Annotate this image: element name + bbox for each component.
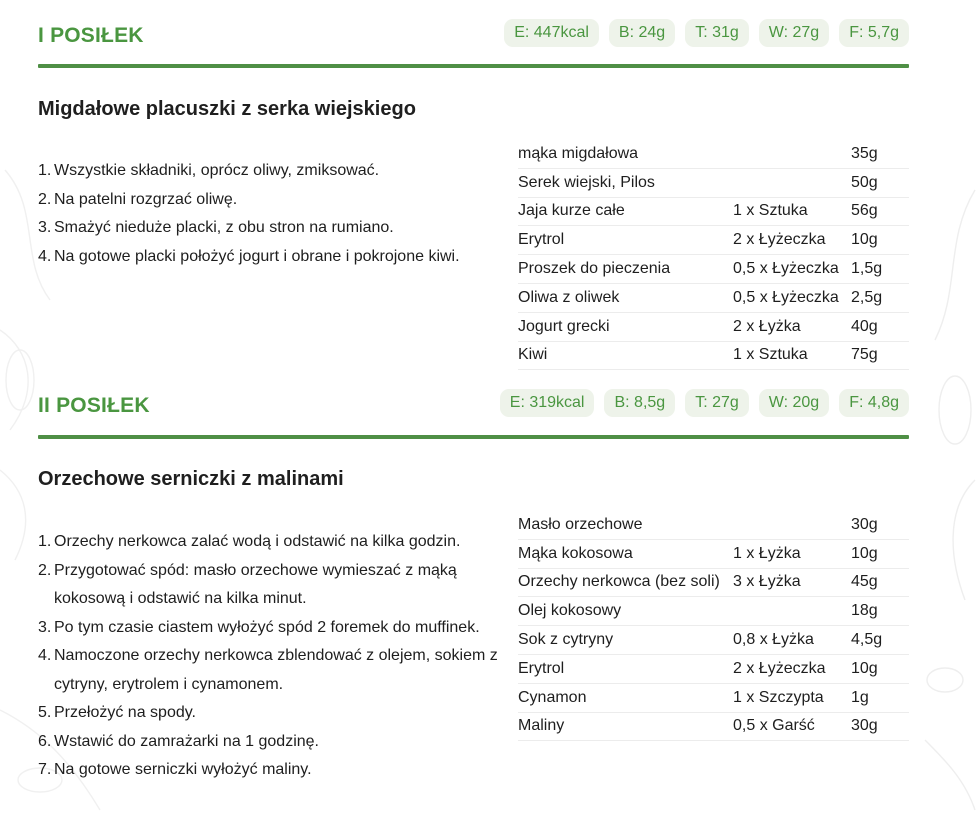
ingredient-name: Oliwa z oliwek (518, 283, 733, 312)
step-number: 2. (38, 190, 52, 208)
step-number: 3. (38, 618, 52, 636)
ingredient-row (518, 511, 909, 539)
ingredient-amount: 4,5g (851, 626, 909, 655)
section-divider (38, 64, 909, 68)
ingredient-name: Serek wiejski, Pilos (518, 168, 733, 197)
ingredient-amount: 2,5g (851, 283, 909, 312)
ingredient-quantity (733, 168, 851, 197)
ingredient-name: Olej kokosowy (518, 597, 733, 626)
ingredients-table (518, 511, 909, 741)
ingredient-row (518, 312, 909, 341)
step-text: Orzechy nerkowca zalać wodą i odstawić na kilka godzin. (54, 533, 461, 550)
step-number: 4. (38, 247, 52, 265)
macro-badges (500, 389, 909, 417)
ingredient-row (518, 712, 909, 741)
step-item (38, 728, 508, 757)
fiber-badge: F: 4,8g (839, 389, 909, 417)
step-text: Smażyć nieduże placki, z obu stron na rumiano. (54, 219, 394, 236)
ingredient-name: Proszek do pieczenia (518, 255, 733, 284)
step-text: Namoczone orzechy nerkowca zblendować z olejem, sokiem z cytryny, erytrolem i cynamonem. (54, 647, 498, 693)
ingredient-amount: 45g (851, 568, 909, 597)
ingredient-row (518, 568, 909, 597)
ingredient-quantity: 0,5 x Łyżeczka (733, 255, 851, 284)
step-number: 7. (38, 761, 52, 778)
fat-badge: T: 31g (685, 19, 749, 47)
energy-badge: E: 447kcal (504, 19, 599, 47)
step-item (38, 756, 508, 785)
macro-badges (504, 19, 909, 47)
protein-badge: B: 24g (609, 19, 675, 47)
step-text: Na gotowe serniczki wyłożyć maliny. (54, 761, 312, 778)
meal-section-2 (38, 389, 909, 778)
step-item (38, 642, 508, 699)
step-item (38, 557, 508, 614)
meal-section-1 (38, 19, 909, 364)
protein-badge: B: 8,5g (604, 389, 675, 417)
ingredient-quantity: 1 x Szczypta (733, 683, 851, 712)
ingredient-amount: 56g (851, 197, 909, 226)
fiber-badge: F: 5,7g (839, 19, 909, 47)
ingredient-row (518, 226, 909, 255)
ingredient-quantity: 2 x Łyżeczka (733, 226, 851, 255)
meal-title: I POSIŁEK (38, 24, 144, 47)
ingredient-name: Kiwi (518, 341, 733, 370)
ingredient-amount: 40g (851, 312, 909, 341)
ingredient-row (518, 597, 909, 626)
step-item (38, 157, 508, 186)
ingredient-quantity: 2 x Łyżka (733, 312, 851, 341)
step-item (38, 214, 508, 243)
ingredient-name: Masło orzechowe (518, 511, 733, 539)
ingredient-name: Maliny (518, 712, 733, 741)
ingredient-quantity: 1 x Sztuka (733, 341, 851, 370)
ingredient-name: Erytrol (518, 226, 733, 255)
step-item (38, 186, 508, 215)
ingredient-quantity: 2 x Łyżeczka (733, 654, 851, 683)
ingredient-quantity: 0,5 x Garść (733, 712, 851, 741)
step-text: Przygotować spód: masło orzechowe wymieszać z mąką kokosową i odstawić na kilka minut. (54, 561, 457, 607)
step-text: Na patelni rozgrzać oliwę. (54, 190, 238, 208)
ingredients-table (518, 140, 909, 370)
ingredient-quantity (733, 597, 851, 626)
step-number: 6. (38, 732, 52, 750)
recipe-title: Migdałowe placuszki z serka wiejskiego (38, 98, 416, 120)
step-item (38, 699, 508, 728)
ingredient-row (518, 626, 909, 655)
ingredient-row (518, 168, 909, 197)
ingredient-quantity (733, 511, 851, 539)
ingredient-name: Jogurt grecki (518, 312, 733, 341)
step-number: 4. (38, 647, 52, 664)
step-text: Przełożyć na spody. (54, 704, 196, 721)
step-number: 2. (38, 561, 52, 579)
step-number: 5. (38, 704, 52, 721)
ingredient-row (518, 341, 909, 370)
ingredient-row (518, 197, 909, 226)
ingredient-row (518, 255, 909, 284)
step-number: 3. (38, 219, 52, 236)
ingredient-name: mąka migdałowa (518, 140, 733, 168)
ingredient-amount: 10g (851, 539, 909, 568)
fat-badge: T: 27g (685, 389, 749, 417)
ingredient-amount: 18g (851, 597, 909, 626)
section-divider (38, 435, 909, 439)
ingredient-name: Mąka kokosowa (518, 539, 733, 568)
ingredient-name: Erytrol (518, 654, 733, 683)
step-text: Wstawić do zamrażarki na 1 godzinę. (54, 732, 319, 750)
meal-header (38, 19, 909, 59)
ingredient-row (518, 140, 909, 168)
ingredient-amount: 10g (851, 226, 909, 255)
carbs-badge: W: 20g (759, 389, 829, 417)
ingredient-row (518, 683, 909, 712)
ingredient-amount: 1g (851, 683, 909, 712)
ingredient-quantity: 0,8 x Łyżka (733, 626, 851, 655)
steps-list (38, 157, 508, 271)
energy-badge: E: 319kcal (500, 389, 595, 417)
meal-title: II POSIŁEK (38, 394, 150, 417)
ingredient-amount: 75g (851, 341, 909, 370)
ingredient-quantity: 0,5 x Łyżeczka (733, 283, 851, 312)
step-item (38, 614, 508, 643)
ingredient-row (518, 539, 909, 568)
ingredient-amount: 1,5g (851, 255, 909, 284)
step-number: 1. (38, 533, 52, 550)
recipe-title: Orzechowe serniczki z malinami (38, 468, 344, 490)
step-text: Po tym czasie ciastem wyłożyć spód 2 foremek do muffinek. (54, 618, 480, 636)
step-text: Wszystkie składniki, oprócz oliwy, zmiksować. (54, 162, 380, 179)
step-number: 1. (38, 162, 52, 179)
ingredient-amount: 10g (851, 654, 909, 683)
ingredient-quantity (733, 140, 851, 168)
ingredient-amount: 30g (851, 712, 909, 741)
ingredient-row (518, 654, 909, 683)
ingredient-quantity: 1 x Sztuka (733, 197, 851, 226)
ingredient-name: Sok z cytryny (518, 626, 733, 655)
step-item (38, 528, 508, 557)
meal-header (38, 389, 909, 429)
ingredient-amount: 35g (851, 140, 909, 168)
ingredient-row (518, 283, 909, 312)
ingredient-quantity: 3 x Łyżka (733, 568, 851, 597)
ingredient-name: Cynamon (518, 683, 733, 712)
carbs-badge: W: 27g (759, 19, 829, 47)
step-item (38, 243, 508, 272)
ingredient-name: Jaja kurze całe (518, 197, 733, 226)
ingredient-amount: 30g (851, 511, 909, 539)
steps-list (38, 528, 508, 785)
ingredient-name: Orzechy nerkowca (bez soli) (518, 568, 733, 597)
leaf-decoration-right (905, 180, 976, 817)
ingredient-amount: 50g (851, 168, 909, 197)
ingredient-quantity: 1 x Łyżka (733, 539, 851, 568)
step-text: Na gotowe placki położyć jogurt i obrane i pokrojone kiwi. (54, 247, 460, 265)
